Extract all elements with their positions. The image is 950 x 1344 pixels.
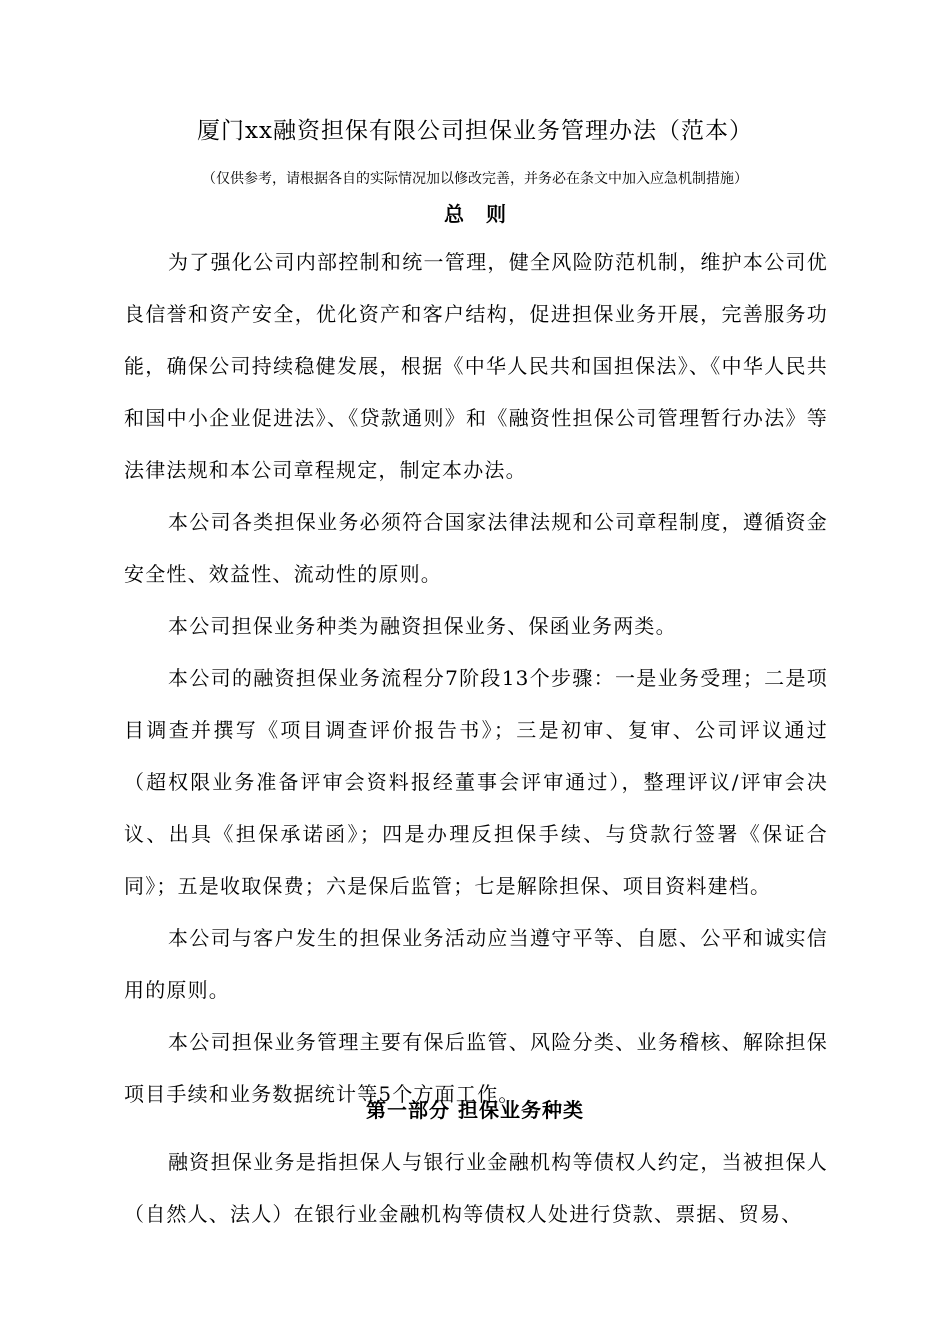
paragraph: 融资担保业务是指担保人与银行业金融机构等债权人约定，当被担保人（自然人、法人）在银行业金融机构等债权人处进行贷款、票据、贸易、	[124, 1150, 828, 1226]
general-section-body	[124, 236, 828, 1120]
document-title: 厦门xx融资担保有限公司担保业务管理办法（范本）	[197, 118, 753, 144]
section-heading-part1: 第一部分 担保业务种类	[366, 1098, 584, 1122]
document-subtitle: （仅供参考，请根据各自的实际情况加以修改完善，并务必在条文中加入应急机制措施）	[202, 171, 748, 187]
paragraph: 本公司的融资担保业务流程分7阶段13个步骤：一是业务受理；二是项目调查并撰写《项目调查评价报告书》；三是初审、复审、公司评议通过（超权限业务准备评审会资料报经董事会评审通过），整理评议/评审会决议、出具《担保承诺函》；四是办理反担保手续、与贷款行签署《保证合同》；五是收取保费；六是保后监管；七是解除担保、项目资料建档。	[124, 666, 828, 898]
part1-section-body	[124, 1136, 828, 1240]
section-heading-general: 总则	[444, 202, 528, 226]
paragraph: 为了强化公司内部控制和统一管理，健全风险防范机制，维护本公司优良信誉和资产安全，优化资产和客户结构，促进担保业务开展，完善服务功能，确保公司持续稳健发展，根据《中华人民共和国担保法》、《中华人民共和国中小企业促进法》、《贷款通则》和《融资性担保公司管理暂行办法》等法律法规和本公司章程规定，制定本办法。	[124, 250, 828, 482]
paragraph: 本公司各类担保业务必须符合国家法律法规和公司章程制度，遵循资金安全性、效益性、流动性的原则。	[124, 510, 828, 586]
paragraph: 本公司担保业务种类为融资担保业务、保函业务两类。	[168, 614, 677, 638]
paragraph: 本公司与客户发生的担保业务活动应当遵守平等、自愿、公平和诚实信用的原则。	[124, 926, 828, 1002]
paragraph: 本公司担保业务管理主要有保后监管、风险分类、业务稽核、解除担保项目手续和业务数据统计等5个方面工作。	[124, 1030, 828, 1106]
